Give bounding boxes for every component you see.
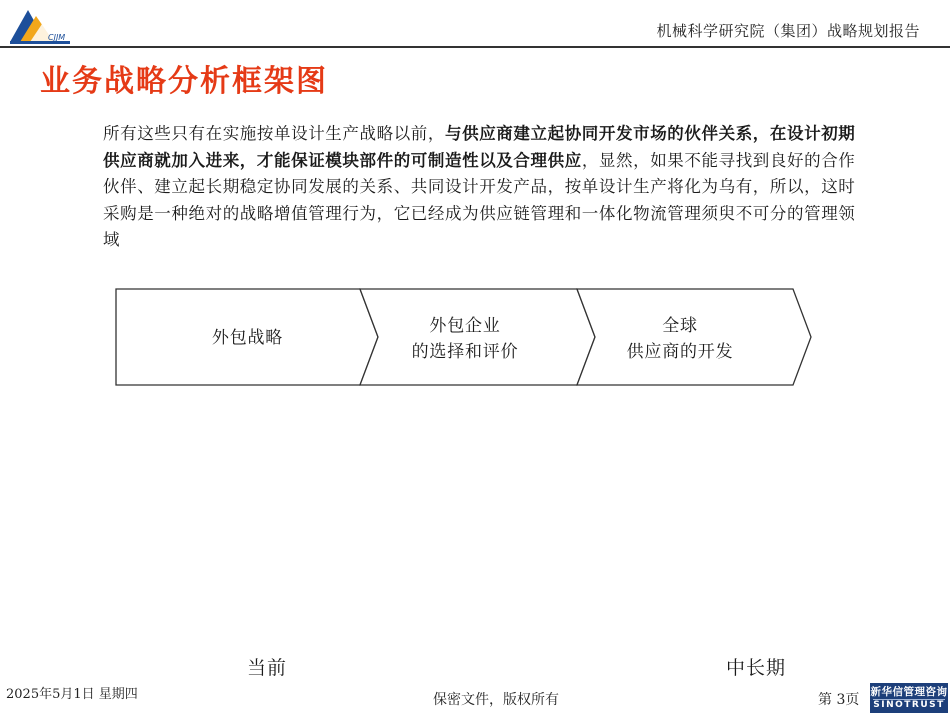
- stage-1-line1: 外包战略: [211, 328, 284, 348]
- stage-2-line1: 外包企业: [429, 316, 501, 336]
- stage-3-line2: 供应商的开发: [626, 342, 734, 362]
- stage-label-1: [180, 325, 315, 351]
- page-title: 业务战略分析框架图: [40, 64, 328, 99]
- report-title: 机械科学研究院（集团）战略规划报告: [656, 22, 920, 40]
- stage-3-line1: 全球: [662, 316, 698, 336]
- timeline-end-label: 中长期: [726, 657, 787, 679]
- body-text-normal-2: ，显然，如果不能寻找到良好的合作伙伴、建立起长期稳定协同发展的关系、共同设计开发产品，按单设计生产将化为乌有，所以，这时采购是一种绝对的战略增值管理行为，它已经成为供应链管理和一体化物流管理须臾不可分的管理领域: [103, 150, 856, 249]
- page-number: 第 3页: [818, 692, 860, 708]
- stage-label-2: [390, 313, 540, 365]
- stage-2-line2: 的选择和评价: [411, 342, 519, 362]
- stage-label-3: [605, 313, 755, 365]
- sinotrust-logo: [870, 683, 948, 713]
- timeline-start-label: 当前: [247, 657, 288, 679]
- logo-text: CJJM: [48, 33, 66, 42]
- body-text-bold: 与供应商建立起协同开发市场的伙伴关系，在设计初期供应商就加入进来，才能保证模块部件的可制造性以及合理供应: [103, 124, 856, 170]
- footer-date: 2025年5月1日 星期四: [6, 687, 138, 702]
- footer-confidential: 保密文件，版权所有: [433, 692, 559, 708]
- sinotrust-logo-en: SINOTRUST: [873, 700, 945, 710]
- sinotrust-logo-cn: 新华信管理咨询: [870, 686, 948, 698]
- body-text-normal-1: 所有这些只有在实施按单设计生产战略以前，: [103, 124, 445, 143]
